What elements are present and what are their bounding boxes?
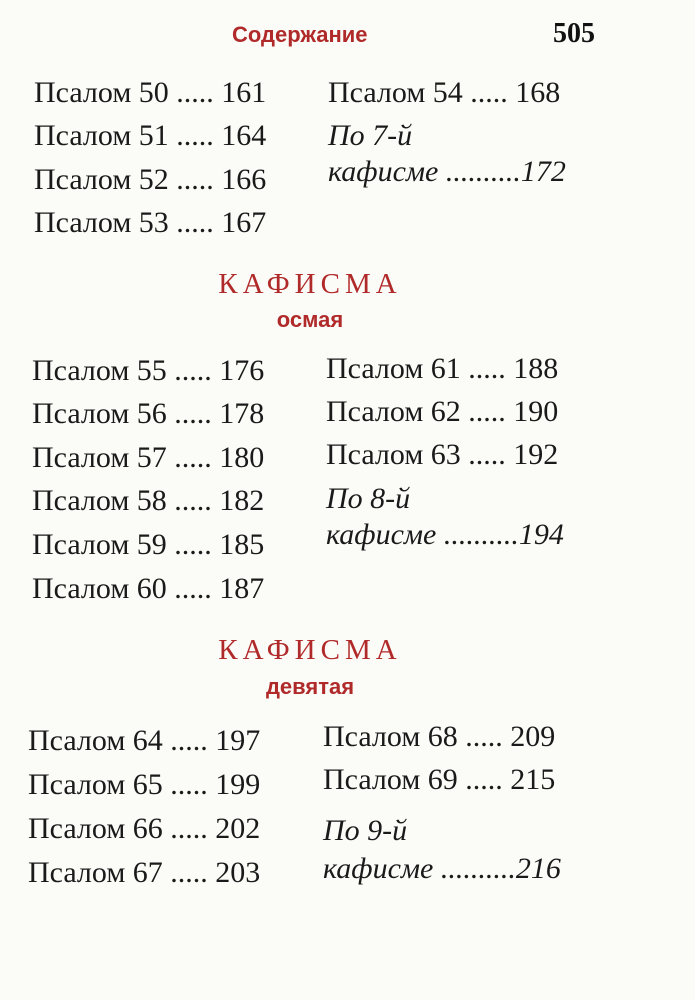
section-title: КАФИСМА — [218, 634, 402, 666]
closing-prayer-entry: кафисме ..........216 — [323, 852, 561, 885]
closing-prayer-label: По 9-й — [323, 814, 408, 847]
toc-entry: Псалом 69 ..... 215 — [323, 763, 556, 796]
page-number: 505 — [553, 18, 595, 49]
toc-entry: Псалом 67 ..... 203 — [28, 856, 261, 889]
page-header — [0, 18, 695, 58]
section-subtitle: девятая — [265, 674, 355, 699]
section-subtitle: осмая — [276, 307, 344, 332]
running-title: Содержание — [232, 22, 368, 47]
closing-prayer-entry: кафисме ..........194 — [326, 518, 564, 551]
toc-entry: Псалом 59 ..... 185 — [32, 528, 265, 561]
section-title: КАФИСМА — [218, 268, 402, 300]
toc-entry: Псалом 64 ..... 197 — [28, 724, 261, 757]
toc-entry: Псалом 63 ..... 192 — [326, 438, 559, 471]
toc-entry: Псалом 54 ..... 168 — [328, 76, 561, 109]
closing-prayer-label: По 8-й — [326, 482, 411, 515]
toc-entry: Псалом 50 ..... 161 — [34, 76, 267, 109]
toc-entry: Псалом 58 ..... 182 — [32, 484, 265, 517]
toc-entry: Псалом 55 ..... 176 — [32, 354, 265, 387]
toc-entry: Псалом 53 ..... 167 — [34, 206, 267, 239]
toc-entry: Псалом 61 ..... 188 — [326, 352, 559, 385]
toc-entry: Псалом 56 ..... 178 — [32, 397, 265, 430]
toc-entry: Псалом 57 ..... 180 — [32, 441, 265, 474]
toc-entry: Псалом 51 ..... 164 — [34, 119, 267, 152]
toc-entry: Псалом 68 ..... 209 — [323, 720, 556, 753]
toc-entry: Псалом 66 ..... 202 — [28, 812, 261, 845]
closing-prayer-label: По 7-й — [328, 119, 413, 152]
toc-entry: Псалом 65 ..... 199 — [28, 768, 261, 801]
toc-entry: Псалом 62 ..... 190 — [326, 395, 559, 428]
toc-entry: Псалом 60 ..... 187 — [32, 572, 265, 605]
closing-prayer-entry: кафисме ..........172 — [328, 155, 566, 188]
toc-entry: Псалом 52 ..... 166 — [34, 163, 267, 196]
